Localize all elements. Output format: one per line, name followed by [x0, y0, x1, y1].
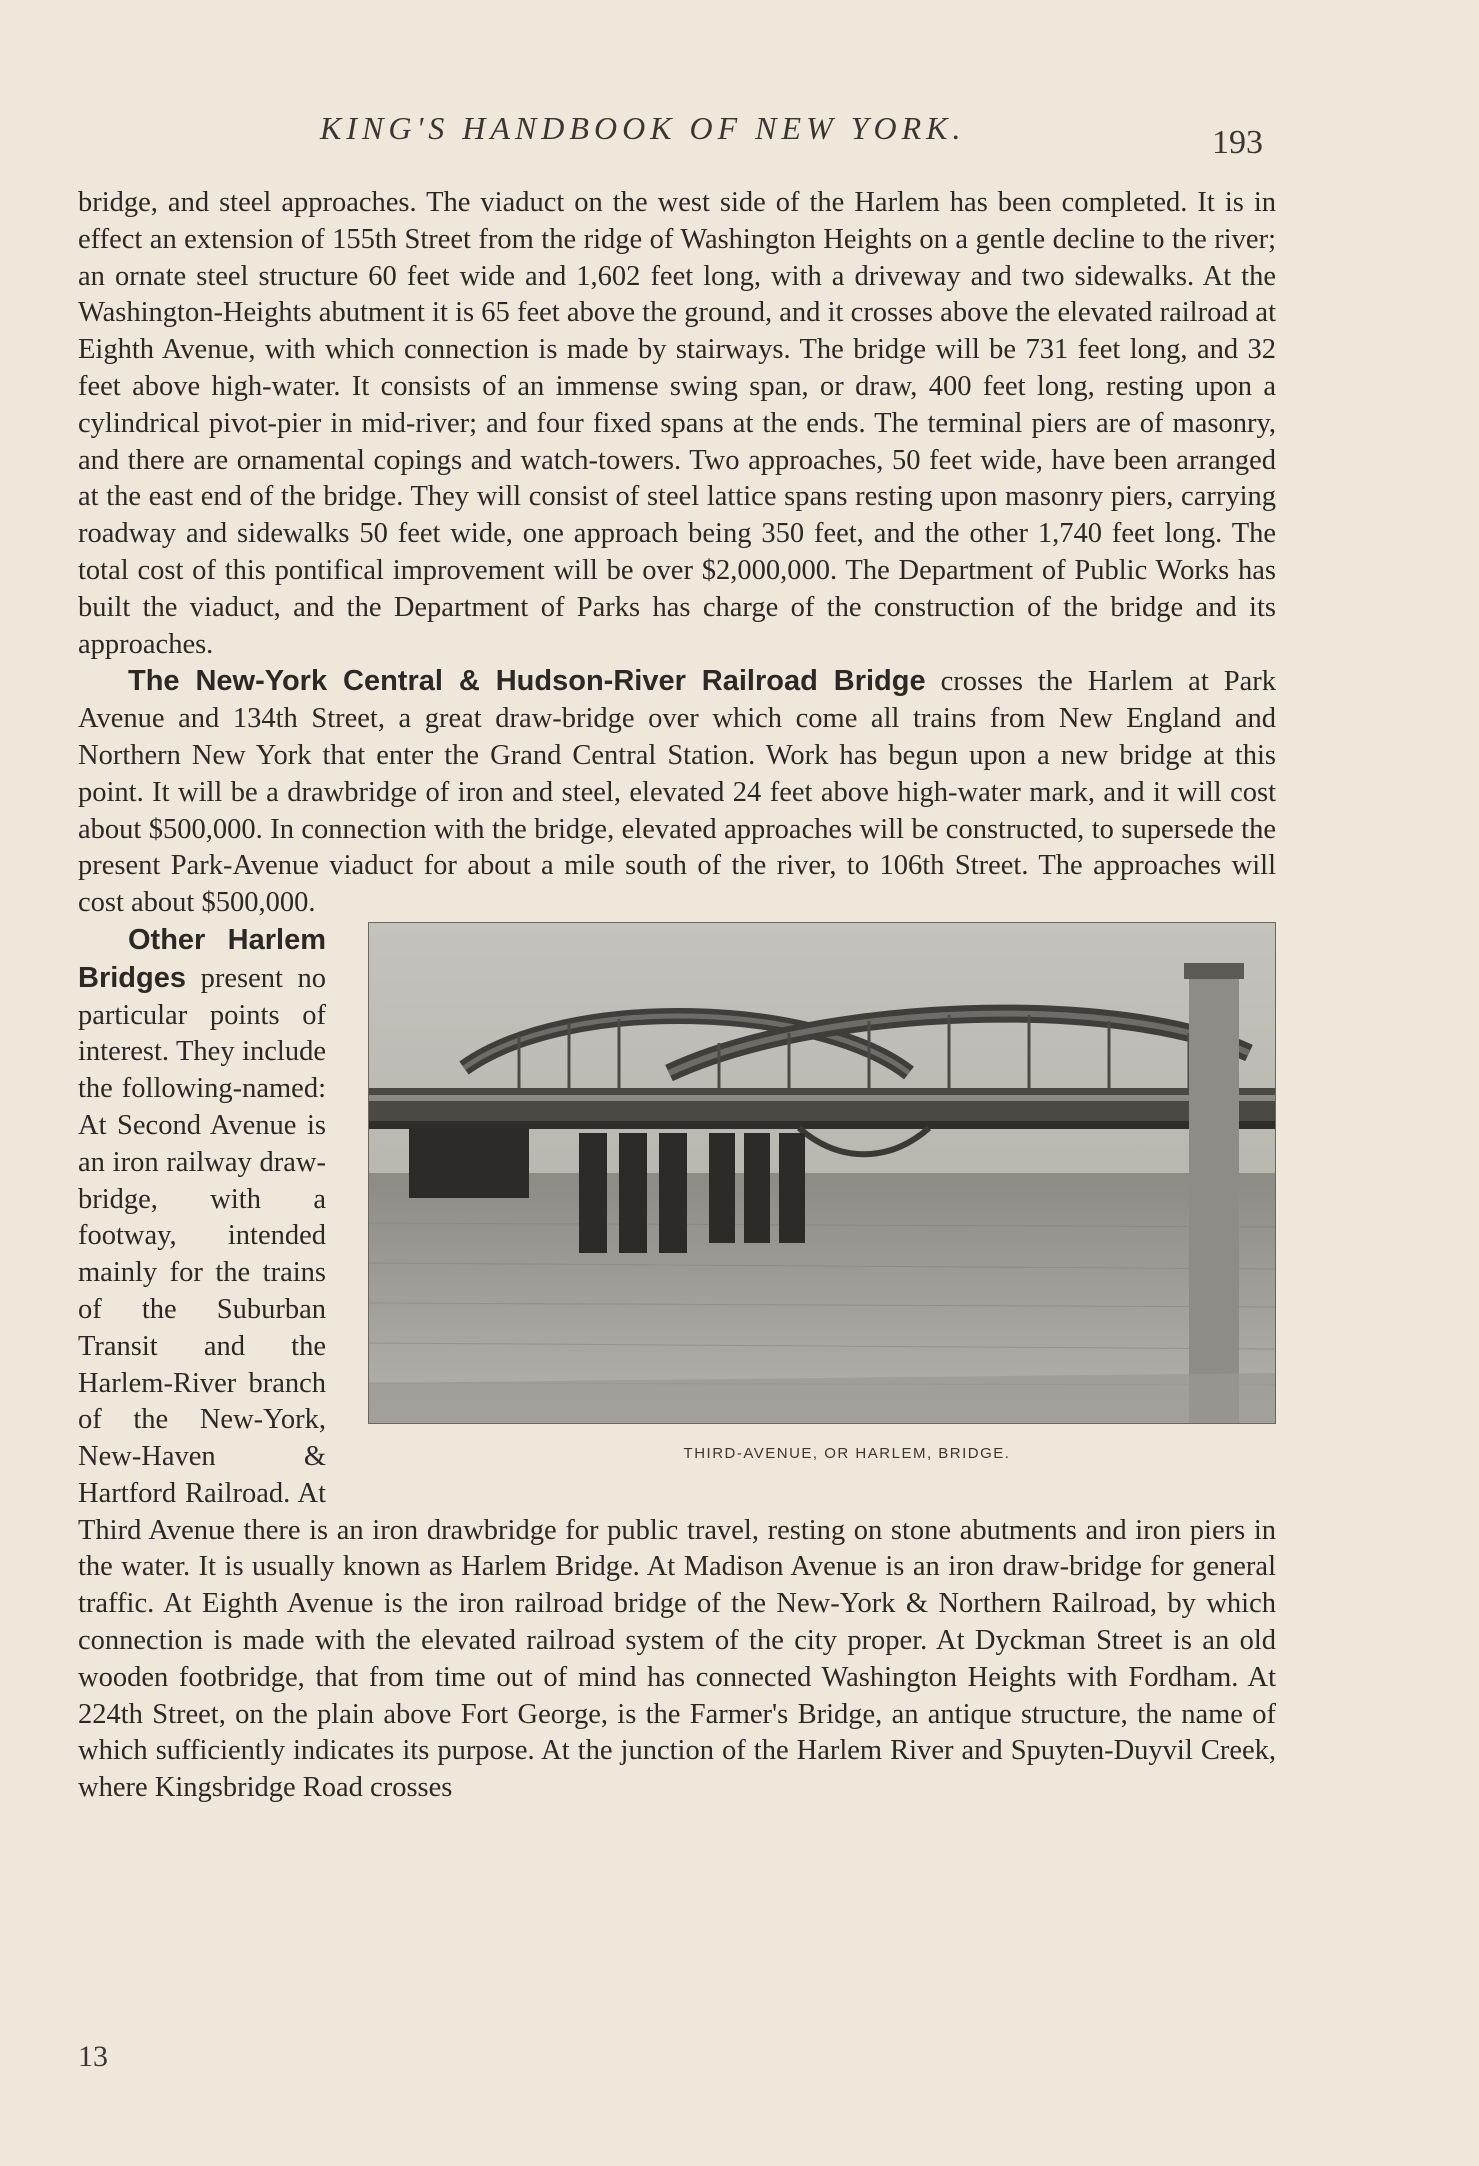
- bridge-illustration: [369, 923, 1275, 1423]
- figure-caption: THIRD-AVENUE, OR HARLEM, BRIDGE.: [683, 1444, 1011, 1462]
- body-text: [78, 185, 1276, 1807]
- paragraph-text: crosses the Harlem at Park Avenue and 134th Street, a great draw-bridge over which come all trains from New England and Northern New York that enter the Grand Central Station. Work has begun upon a new bridge at this point. It will be a drawbridge of iron and steel, elevated 24 feet above high-water mark, and it will cost about $500,000. In connection with the bridge, elevated approaches will be constructed, to supersede the present Park-Avenue viaduct for about a mile south of the river, to 106th Street. The approaches will cost about $500,000.: [78, 666, 1276, 919]
- running-header: [0, 110, 1479, 160]
- bridge-photograph: [368, 922, 1276, 1424]
- figure-harlem-bridge: [368, 922, 1276, 1477]
- paragraph-text: present no particular points of interest. They include the following-named: At Second Avenue is an iron railway draw-bridge, with a footway, intended mainly for the trains of the Suburban Transit and the Harlem-River branch of the New-York, New-Haven & Hartford Railroad. At Third Avenue there is an iron drawbridge for public travel, resting on stone abutments and iron piers in the water. It is usually known as Harlem Bridge. At Madison Avenue is an iron draw-bridge for general traffic. At Eighth Avenue is the iron railroad bridge of the New-York & Northern Railroad, by which connection is made with the elevated railroad system of the city proper. At Dyckman Street is an old wooden footbridge, that from time out of mind has connected Washington Heights with Fordham. At 224th Street, on the plain above Fort George, is the Farmer's Bridge, an antique structure, the name of which sufficiently indicates its purpose. At the junction of the Harlem River and Spuyten-Duyvil Creek, where Kingsbridge Road crosses: [78, 962, 1276, 1804]
- page-number: 193: [1212, 124, 1263, 161]
- paragraph-other-harlem-bridges: [78, 922, 1276, 1807]
- running-head: KING'S HANDBOOK OF NEW YORK.: [320, 110, 966, 146]
- paragraph-central-railroad-bridge: [78, 663, 1276, 922]
- run-in-heading: The New-York Central & Hudson-River Railroad Bridge: [128, 665, 926, 698]
- paragraph-viaduct: bridge, and steel approaches. The viaduct on the west side of the Harlem has been completed. It is in effect an extension of 155th Street from the ridge of Washington Heights on a gentle decline to the river; an ornate steel structure 60 feet wide and 1,602 feet long, with a driveway and two sidewalks. At the Washington-Heights abutment it is 65 feet above the ground, and it crosses above the elevated railroad at Eighth Avenue, with which connection is made by stairways. The bridge will be 731 feet long, and 32 feet above high-water. It consists of an immense swing span, or draw, 400 feet long, resting upon a cylindrical pivot-pier in mid-river; and four fixed spans at the ends. The terminal piers are of masonry, and there are ornamental copings and watch-towers. Two approaches, 50 feet wide, have been arranged at the east end of the bridge. They will consist of steel lattice spans resting upon masonry piers, carrying roadway and sidewalks 50 feet wide, one approach being 350 feet, and the other 1,740 feet long. The total cost of this pontifical improvement will be over $2,000,000. The Department of Public Works has built the viaduct, and the Department of Parks has charge of the construction of the bridge and its approaches.: [78, 187, 1276, 660]
- signature-mark: 13: [78, 2040, 108, 2073]
- run-in-heading: Other Harlem Bridges: [78, 923, 326, 994]
